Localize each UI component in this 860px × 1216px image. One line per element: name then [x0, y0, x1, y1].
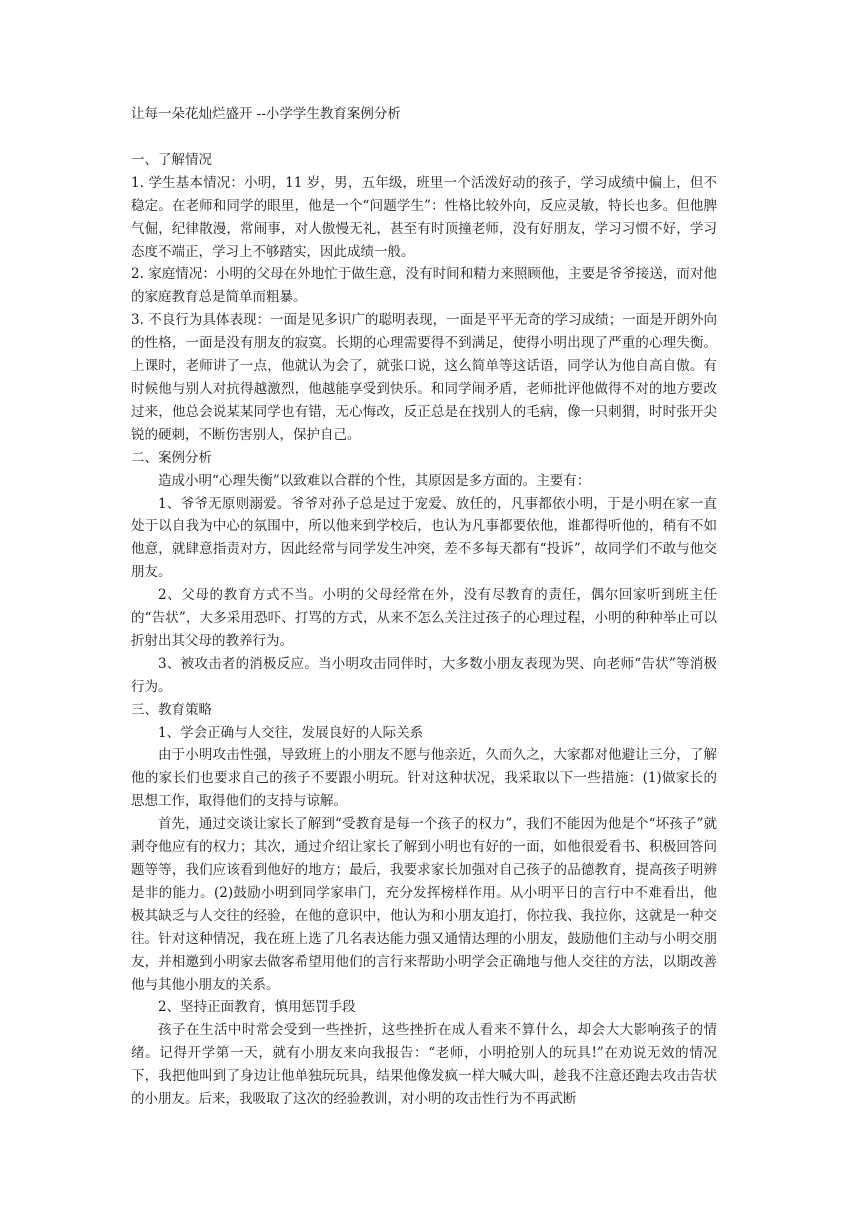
paragraph-student-info: 1. 学生基本情况：小明，11 岁，男，五年级，班里一个活泼好动的孩子，学习成绩中偏上，但不稳定。在老师和同学的眼里，他是一个“问题学生”：性格比较外向，反应灵敏，特长也多。但他脾气倔，纪律散漫，常闹事，对人傲慢无礼，甚至有时顶撞老师，没有好朋友，学习习惯不好，学习态度不端正，学习上不够踏实，因此成绩一般。 [131, 174, 717, 260]
section-heading-2: 二、案例分析 [131, 449, 212, 466]
document-title: 让每一朵花灿烂盛开 --小学学生教育案例分析 [131, 106, 401, 122]
paragraph-family-info: 2. 家庭情况：小明的父母在外地忙于做生意，没有时间和精力来照顾他，主要是爷爷接送，而对他的家庭教育总是简单而粗暴。 [131, 266, 717, 306]
paragraph-behavior: 3. 不良行为具体表现：一面是见多识广的聪明表现，一面是平平无奇的学习成绩；一面是开朗外向的性格，一面是没有朋友的寂寞。长期的心理需要得不到满足，使得小明出现了严重的心理失衡。上课时，老师讲了一点，他就认为会了，就张口说，这么简单等这话语，同学认为他自高自傲。有时候他与别人对抗得越激烈，他越能享受到快乐。和同学闹矛盾，老师批评他做得不对的地方要改过来，他总会说某某同学也有错，无心悔改，反正总是在找别人的毛病，像一只刺猬，时时张开尖锐的硬刺，不断伤害别人，保护自己。 [131, 312, 717, 443]
paragraph-strategy-1b: 首先，通过交谈让家长了解到“受教育是每一个孩子的权力”，我们不能因为他是个“坏孩子”就剥夺他应有的权力；其次，通过介绍让家长了解到小明也有好的一面，如他很爱看书、积极回答问题等等，我们应该看到他好的地方；最后，我要求家长加强对自己孩子的品德教育，提高孩子明辨是非的能力。(2)鼓励小明到同学家串门，充分发挥榜样作用。从小明平日的言行中不难看出，他极其缺乏与人交往的经验，在他的意识中，他认为和小朋友追打，你拉我、我拉你，这就是一种交往。针对这种情况，我在班上选了几名表达能力强又通情达理的小朋友，鼓励他们主动与小明交朋友，并相邀到小明家去做客希望用他们的言行来帮助小明学会正确地与他人交往的方法，以期改善他与其他小朋友的关系。 [131, 816, 717, 993]
paragraph-strategy-2: 孩子在生活中时常会受到一些挫折，这些挫折在成人看来不算什么，却会大大影响孩子的情绪。记得开学第一天，就有小朋友来向我报告：“老师，小明抢别人的玩具!”在劝说无效的情况下，我把他叫到了身边让他单独玩玩具，结果他像发疯一样大喊大叫，趁我不注意还跑去攻击告状的小朋友。后来，我吸取了这次的经验教训，对小明的攻击性行为不再武断 [131, 1022, 717, 1108]
strategy-heading-2: 2、坚持正面教育，慎用惩罚手段 [158, 999, 356, 1016]
paragraph-analysis-1: 1、爷爷无原则溺爱。爷爷对孙子总是过于宠爱、放任的，凡事都依小明，于是小明在家一直处于以自我为中心的氛围中，所以他来到学校后，也认为凡事都要依他，谁都得听他的，稍有不如他意，就肆意指责对方，因此经常与同学发生冲突，差不多每天都有“投诉”，故同学们不敢与他交朋友。 [131, 495, 717, 581]
section-heading-3: 三、教育策略 [131, 701, 212, 718]
paragraph-strategy-1a: 由于小明攻击性强，导致班上的小朋友不愿与他亲近，久而久之，大家都对他避让三分，了解他的家长们也要求自己的孩子不要跟小明玩。针对这种状况，我采取以下一些措施：(1)做家长的思想工作，取得他们的支持与谅解。 [131, 747, 717, 810]
document-body [131, 103, 717, 1111]
strategy-heading-1: 1、学会正确与人交往，发展良好的人际关系 [158, 724, 424, 741]
paragraph-analysis-3: 3、被攻击者的消极反应。当小明攻击同伴时，大多数小朋友表现为哭、向老师“告状”等消极行为。 [131, 655, 717, 695]
paragraph-analysis-intro: 造成小明“心理失衡”以致难以合群的个性，其原因是多方面的。主要有： [158, 472, 591, 489]
section-heading-1: 一、了解情况 [131, 151, 212, 168]
paragraph-analysis-2: 2、父母的教育方式不当。小明的父母经常在外，没有尽教育的责任，偶尔回家听到班主任的“告状”，大多采用恐吓、打骂的方式，从来不怎么关注过孩子的心理过程，小明的种种举止可以折射出其父母的教养行为。 [131, 587, 717, 649]
